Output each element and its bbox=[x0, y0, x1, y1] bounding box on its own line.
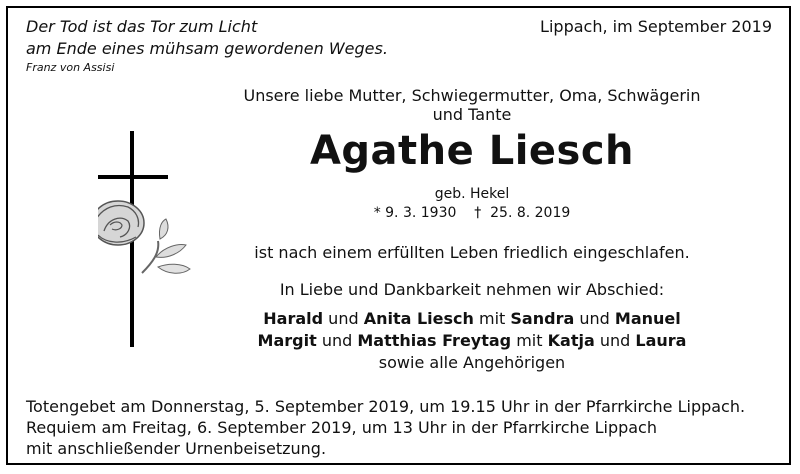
family-list bbox=[232, 308, 712, 374]
family-conj: und bbox=[328, 309, 359, 328]
ceremony-info bbox=[26, 396, 745, 459]
family-name: Harald bbox=[263, 309, 324, 328]
place-date: Lippach, im September 2019 bbox=[540, 17, 772, 36]
quote-line-2: am Ende eines mühsam gewordenen Weges. bbox=[26, 39, 388, 58]
deceased-name: Agathe Liesch bbox=[309, 128, 635, 174]
ceremony-line-3: mit anschließender Urnenbeisetzung. bbox=[26, 439, 327, 458]
intro-text: Unsere liebe Mutter, Schwiegermutter, Oma, Schwägerin und Tante bbox=[243, 86, 701, 124]
family-name: Sandra bbox=[510, 309, 575, 328]
quote-line-1: Der Tod ist das Tor zum Licht bbox=[26, 17, 258, 36]
family-name: Manuel bbox=[614, 309, 681, 328]
life-dates bbox=[232, 205, 712, 221]
family-line-1 bbox=[232, 308, 712, 330]
family-conj: und bbox=[321, 331, 353, 350]
death-date: 25. 8. 2019 bbox=[490, 205, 571, 221]
ceremony-line-1: Totengebet am Donnerstag, 5. September 2019, um 19.15 Uhr in der Pfarrkirche Lippach. bbox=[26, 397, 746, 416]
family-name: Matthias Freytag bbox=[357, 331, 512, 350]
family-name: Margit bbox=[257, 331, 317, 350]
family-conj: und bbox=[579, 309, 610, 328]
family-name: Laura bbox=[635, 331, 687, 350]
family-name: Katja bbox=[547, 331, 595, 350]
passed-text: ist nach einem erfüllten Leben friedlich eingeschlafen. bbox=[254, 243, 690, 262]
ceremony-line-2: Requiem am Freitag, 6. September 2019, um 13 Uhr in der Pfarrkirche Lippach bbox=[26, 418, 657, 437]
family-line-2 bbox=[232, 330, 712, 352]
birth-name: geb. Hekel bbox=[434, 186, 510, 202]
quote-block bbox=[26, 16, 388, 75]
family-conj: mit bbox=[479, 309, 506, 328]
rose-icon bbox=[98, 201, 190, 273]
farewell-text: In Liebe und Dankbarkeit nehmen wir Abschied: bbox=[279, 280, 665, 299]
family-line-3: sowie alle Angehörigen bbox=[378, 353, 566, 372]
family-conj: und bbox=[599, 331, 631, 350]
death-symbol: † bbox=[474, 205, 482, 221]
family-name: Anita Liesch bbox=[363, 309, 474, 328]
cross-icon bbox=[98, 127, 208, 352]
cross-horizontal bbox=[98, 175, 168, 179]
family-conj: mit bbox=[516, 331, 543, 350]
birth-date: * 9. 3. 1930 bbox=[373, 205, 457, 221]
quote-author: Franz von Assisi bbox=[26, 61, 115, 74]
